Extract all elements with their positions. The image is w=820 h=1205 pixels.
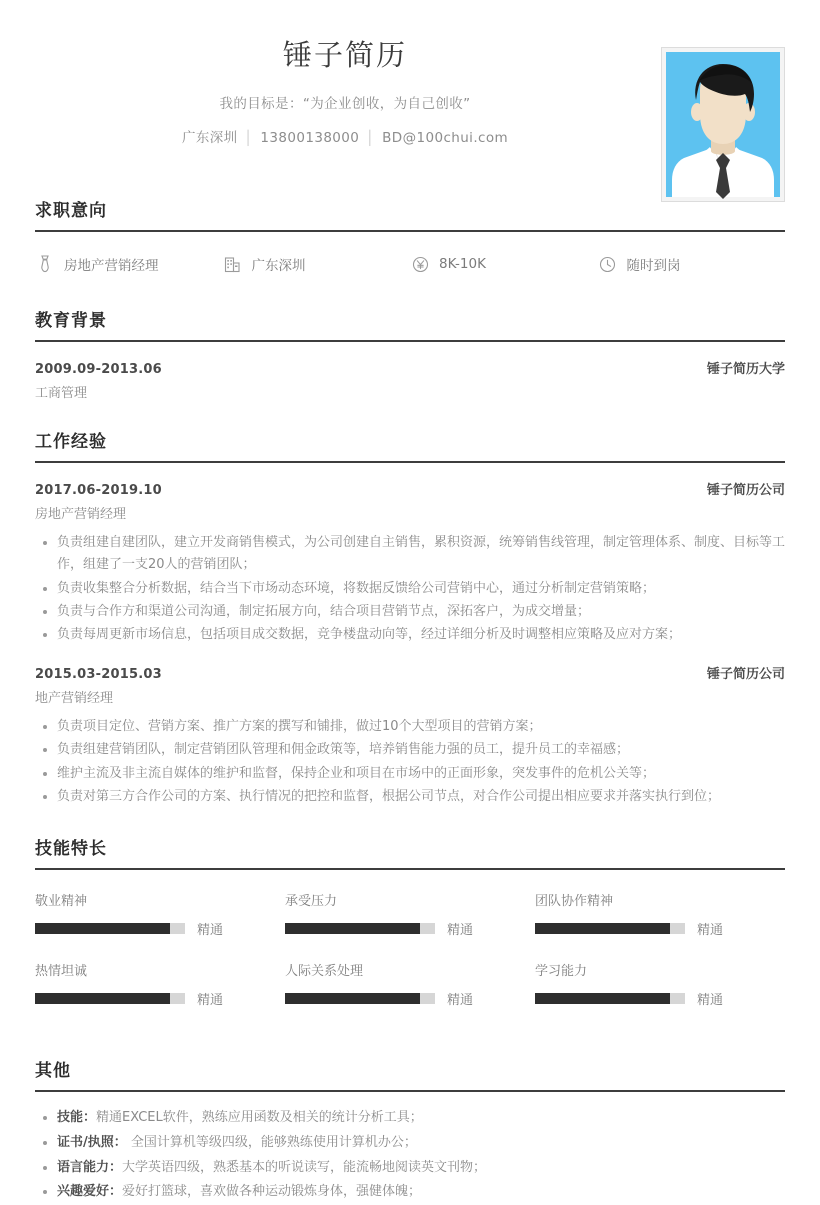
section-title-other: 其他 xyxy=(35,1061,71,1082)
experience-bullet-list xyxy=(35,532,785,647)
skill-name: 敬业精神 xyxy=(35,894,88,910)
intention-item-availability xyxy=(598,254,786,274)
necktie-icon xyxy=(35,254,55,274)
skill-name: 热情坦诚 xyxy=(35,964,88,980)
other-text: 全国计算机等级四级，能够熟练使用计算机办公； xyxy=(126,1134,417,1150)
experience-date: 2017.06-2019.10 xyxy=(35,483,162,498)
intention-item-position xyxy=(35,254,223,274)
skill-track xyxy=(285,923,435,934)
page-title: 锤子简历 xyxy=(282,38,407,72)
skill-level: 精通 xyxy=(446,923,473,939)
skill-meter xyxy=(285,989,495,1008)
experience-role: 房地产营销经理 xyxy=(35,507,127,522)
skill-meter xyxy=(535,989,745,1008)
skill-level: 精通 xyxy=(696,923,723,939)
section-divider-other xyxy=(35,1090,785,1092)
skill-level: 精通 xyxy=(197,923,224,939)
other-list xyxy=(35,1106,785,1205)
skills-grid xyxy=(35,874,785,1030)
experience-entry-head xyxy=(35,663,785,682)
experience-entry xyxy=(35,479,785,647)
skill-item xyxy=(535,960,785,1008)
contact-separator-1: │ xyxy=(244,129,254,146)
section-title-intention: 求职意向 xyxy=(35,201,107,221)
section-divider-intention xyxy=(35,230,785,232)
career-objective-text: 我的目标是：“为企业创收，为自己创收” xyxy=(219,95,471,112)
intention-availability-text: 随时到岗 xyxy=(626,258,681,274)
skill-fill xyxy=(35,923,170,934)
section-experience xyxy=(35,427,785,808)
avatar xyxy=(661,47,785,202)
skill-level: 精通 xyxy=(197,993,224,1009)
experience-entry xyxy=(35,663,785,808)
skill-fill xyxy=(285,923,420,934)
list-item: 维护主流及非主流自媒体的维护和监督，保持企业和项目在市场中的正面形象，突发事件的危机公关等； xyxy=(35,763,785,785)
list-item: 负责组建营销团队，制定营销团队管理和佣金政策等，培养销售能力强的员工，提升员工的幸福感； xyxy=(35,739,785,761)
intention-items-row xyxy=(35,236,785,280)
experience-bullet-list xyxy=(35,716,785,808)
education-entry xyxy=(35,358,785,401)
resume-header xyxy=(35,0,785,170)
skill-track xyxy=(35,993,185,1004)
skill-track xyxy=(285,993,435,1004)
other-label: 兴趣爱好： xyxy=(57,1184,123,1200)
skill-name: 团队协作精神 xyxy=(534,894,613,910)
list-item: 负责收集整合分析数据，结合当下市场动态环境，将数据反馈给公司营销中心，通过分析制定营销策略； xyxy=(35,578,785,600)
other-text: 精通EXCEL软件，熟练应用函数及相关的统计分析工具； xyxy=(96,1110,423,1126)
building-icon xyxy=(223,254,243,274)
experience-entry-head xyxy=(35,479,785,498)
skill-item xyxy=(35,890,285,938)
intention-location-text: 广东深圳 xyxy=(251,258,306,274)
section-divider-education xyxy=(35,340,785,342)
list-item: 负责与合作方和渠道公司沟通，制定拓展方向，结合项目营销节点，深拓客户，为成交增量； xyxy=(35,601,785,623)
skill-item xyxy=(285,960,535,1008)
avatar-image xyxy=(666,52,780,197)
education-school: 锤子简历大学 xyxy=(706,362,785,377)
list-item: 负责每周更新市场信息，包括项目成交数据，竞争楼盘动向等，经过详细分析及时调整相应策略及应对方案； xyxy=(35,624,785,646)
skill-item xyxy=(535,890,785,938)
skill-item xyxy=(285,890,535,938)
experience-role: 地产营销经理 xyxy=(35,690,114,706)
experience-company: 锤子简历公司 xyxy=(706,483,785,498)
skill-meter xyxy=(35,989,245,1008)
other-label: 技能： xyxy=(57,1110,97,1126)
clock-icon xyxy=(598,254,618,274)
skill-meter xyxy=(535,919,745,938)
contact-email: BD@100chui.com xyxy=(382,129,509,146)
section-divider-experience xyxy=(35,461,785,463)
skill-name: 承受压力 xyxy=(284,894,337,910)
intention-salary-text: 8K-10K xyxy=(439,256,486,272)
intention-item-location xyxy=(223,254,411,274)
skill-level: 精通 xyxy=(446,993,473,1009)
list-item: 负责组建自建团队，建立开发商销售模式，为公司创建自主销售，累积资源，统筹销售线管理，制定管理体系、制度、目标等工作，组建了一支20人的营销团队； xyxy=(35,532,785,577)
avatar-illustration-icon xyxy=(666,52,780,197)
skill-fill xyxy=(35,993,170,1004)
skill-name: 学习能力 xyxy=(534,964,587,980)
contact-separator-2: │ xyxy=(366,129,376,146)
skill-meter xyxy=(35,919,245,938)
skill-fill xyxy=(285,993,420,1004)
section-title-education: 教育背景 xyxy=(35,311,107,331)
skill-item xyxy=(35,960,285,1008)
list-item xyxy=(35,1180,785,1205)
skill-meter xyxy=(285,919,495,938)
intention-item-salary xyxy=(410,254,598,274)
list-item xyxy=(35,1131,785,1156)
education-date: 2009.09-2013.06 xyxy=(35,362,162,377)
education-major: 工商管理 xyxy=(35,386,88,401)
skill-track xyxy=(35,923,185,934)
other-text: 爱好打篮球，喜欢做各种运动锻炼身体，强健体魄； xyxy=(122,1184,422,1200)
section-intention xyxy=(35,196,785,280)
section-divider-skills xyxy=(35,868,785,870)
skill-name: 人际关系处理 xyxy=(284,964,363,980)
section-skills xyxy=(35,834,785,1030)
skill-level: 精通 xyxy=(696,993,723,1009)
list-item xyxy=(35,1106,785,1131)
section-title-skills: 技能特长 xyxy=(35,839,107,860)
contact-location: 广东深圳 xyxy=(181,129,238,146)
contact-phone: 13800138000 xyxy=(260,129,360,146)
other-text: 大学英语四级，熟悉基本的听说读写，能流畅地阅读英文刊物； xyxy=(122,1159,487,1175)
intention-position-text: 房地产营销经理 xyxy=(64,258,159,274)
other-label: 证书/执照： xyxy=(57,1134,127,1150)
list-item: 负责项目定位、营销方案、推广方案的撰写和铺排，做过10个大型项目的营销方案； xyxy=(35,716,785,738)
experience-company: 锤子简历公司 xyxy=(706,666,785,682)
list-item: 负责对第三方合作公司的方案、执行情况的把控和监督，根据公司节点，对合作公司提出相应要求并落实执行到位； xyxy=(35,786,785,808)
other-label: 语言能力： xyxy=(57,1159,123,1175)
education-entry-head xyxy=(35,358,785,377)
section-title-experience: 工作经验 xyxy=(35,432,107,452)
skill-track xyxy=(535,923,685,934)
skill-track xyxy=(535,993,685,1004)
experience-date: 2015.03-2015.03 xyxy=(35,666,162,682)
yuan-coin-icon xyxy=(410,254,430,274)
section-other xyxy=(35,1056,785,1205)
skill-fill xyxy=(535,923,670,934)
list-item xyxy=(35,1156,785,1181)
section-education xyxy=(35,306,785,401)
contact-line xyxy=(35,126,655,146)
skill-fill xyxy=(535,993,670,1004)
